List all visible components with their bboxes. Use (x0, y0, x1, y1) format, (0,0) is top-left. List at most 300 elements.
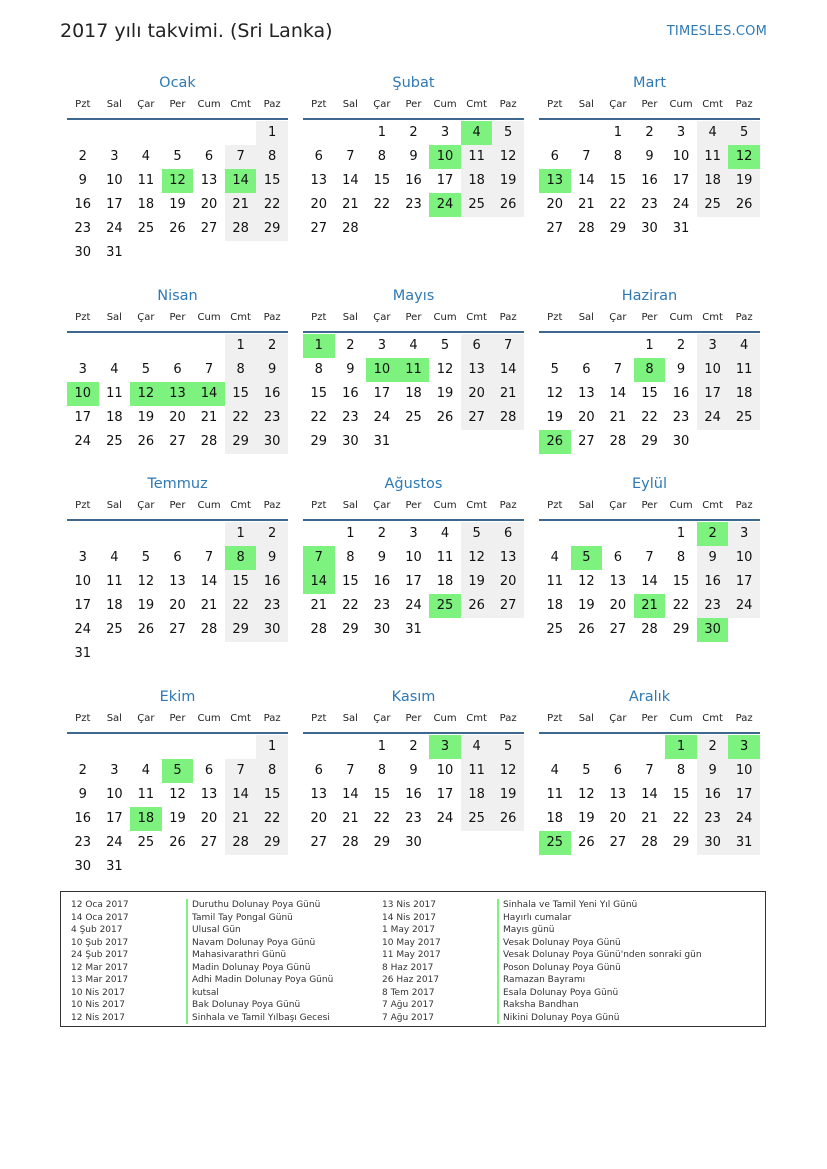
holiday-date: 4 Şub 2017 (71, 925, 123, 935)
holiday-name: Bak Dolunay Poya Günü (186, 999, 300, 1012)
weekday-label: Pzt (75, 312, 91, 323)
day-cell: 26 (461, 594, 493, 618)
weekday-label: Pzt (547, 713, 563, 724)
empty-cell (571, 735, 603, 759)
day-cell: 15 (609, 173, 627, 188)
page-title: 2017 yılı takvimi. (Sri Lanka) (60, 20, 333, 42)
month-3 (539, 72, 760, 241)
day-cell: 3 (697, 334, 729, 358)
day-cell: 5 (492, 735, 524, 759)
day-cell: 1 (613, 125, 623, 140)
day-cell: 30 (256, 430, 288, 454)
day-cell: 30 (672, 434, 690, 449)
weekday-header (303, 708, 524, 734)
day-cell: 13 (200, 787, 218, 802)
day-cell: 18 (461, 169, 493, 193)
holiday-date: 8 Tem 2017 (382, 987, 435, 998)
day-cell: 17 (106, 197, 123, 212)
day-cell: 17 (436, 173, 454, 188)
day-cell: 22 (342, 598, 359, 613)
month-name: Temmuz (147, 476, 208, 492)
month-name: Nisan (157, 288, 198, 304)
day-cell: 30 (405, 835, 422, 850)
weekday-label: Cum (669, 713, 693, 724)
day-cell: 4 (409, 338, 418, 353)
empty-cell (571, 522, 603, 546)
weekday-label: Sal (578, 713, 594, 724)
holiday-day-cell: 5 (571, 546, 603, 570)
day-cell: 6 (204, 763, 214, 778)
day-cell: 19 (578, 811, 595, 826)
day-cell: 18 (546, 598, 564, 613)
weekday-label: Cum (197, 99, 221, 110)
day-cell: 9 (377, 550, 387, 565)
day-cell: 7 (582, 149, 591, 164)
month-4 (67, 285, 288, 454)
day-cell: 31 (672, 221, 690, 236)
day-cell: 18 (137, 197, 155, 212)
day-cell: 1 (346, 526, 355, 541)
day-cell: 26 (492, 807, 524, 831)
day-cell: 28 (310, 622, 328, 637)
day-cell: 1 (225, 522, 257, 546)
holiday-day-cell: 2 (697, 522, 729, 546)
month-1 (67, 72, 288, 265)
day-cell: 24 (697, 406, 729, 430)
empty-cell (67, 334, 99, 358)
day-cell: 26 (578, 622, 595, 637)
day-cell: 4 (141, 149, 151, 164)
day-cell: 19 (492, 169, 524, 193)
day-cell: 14 (342, 173, 359, 188)
weekday-label: Paz (735, 500, 753, 511)
weekday-label: Çar (373, 312, 391, 323)
day-cell: 22 (672, 811, 690, 826)
weekday-label: Cum (669, 99, 693, 110)
month-11 (303, 686, 524, 855)
day-cell: 18 (697, 169, 729, 193)
day-cell: 2 (78, 763, 87, 778)
holiday-day-cell: 3 (429, 735, 461, 759)
day-cell: 21 (609, 410, 627, 425)
day-cell: 17 (728, 570, 760, 594)
month-name: Ekim (159, 689, 196, 705)
day-cell: 7 (346, 763, 355, 778)
day-cell: 15 (256, 169, 288, 193)
holiday-entry (382, 974, 702, 987)
day-cell: 21 (200, 598, 218, 613)
day-cell: 16 (697, 570, 729, 594)
weekday-header (67, 94, 288, 120)
day-cell: 23 (697, 594, 729, 618)
day-cell: 8 (256, 145, 288, 169)
month-name: Şubat (392, 75, 435, 91)
holiday-day-cell: 30 (697, 618, 729, 642)
day-cell: 8 (256, 759, 288, 783)
day-cell: 11 (106, 386, 123, 401)
day-cell: 23 (74, 835, 92, 850)
day-cell: 27 (578, 434, 595, 449)
holiday-name: Vesak Dolunay Poya Günü (497, 937, 621, 950)
day-cell: 21 (342, 197, 359, 212)
weekday-label: Paz (263, 500, 281, 511)
weekday-label: Cmt (466, 312, 487, 323)
holiday-name: Mahasivarathri Günü (186, 949, 286, 962)
day-cell: 29 (342, 622, 359, 637)
holiday-day-cell: 18 (130, 807, 162, 831)
day-cell: 28 (200, 622, 218, 637)
day-cell: 19 (436, 386, 454, 401)
day-cell: 5 (550, 362, 559, 377)
day-cell: 16 (74, 811, 92, 826)
day-cell: 23 (405, 197, 422, 212)
holiday-name: Nikini Dolunay Poya Günü (497, 1012, 619, 1025)
day-cell: 14 (342, 787, 359, 802)
day-cell: 27 (546, 221, 564, 236)
day-cell: 20 (310, 811, 328, 826)
weekday-label: Paz (499, 500, 517, 511)
day-cell: 25 (405, 410, 422, 425)
empty-cell (130, 334, 162, 358)
holiday-day-cell: 7 (303, 546, 335, 570)
holiday-name: Poson Dolunay Poya Günü (497, 962, 621, 975)
days-grid (67, 522, 288, 666)
weekday-label: Sal (342, 312, 358, 323)
day-cell: 13 (310, 173, 328, 188)
holiday-entry (382, 912, 702, 925)
month-name: Eylül (632, 476, 667, 492)
day-cell: 19 (137, 598, 155, 613)
day-cell: 24 (728, 594, 760, 618)
weekday-label: Paz (499, 99, 517, 110)
day-cell: 10 (74, 574, 92, 589)
day-cell: 8 (314, 362, 323, 377)
holiday-date: 7 Ağu 2017 (382, 1012, 434, 1023)
holiday-date: 12 Nis 2017 (71, 1012, 125, 1023)
day-cell: 21 (310, 598, 328, 613)
weekday-label: Per (405, 312, 422, 323)
days-grid (539, 121, 760, 241)
weekday-label: Sal (106, 500, 122, 511)
day-cell: 21 (342, 811, 359, 826)
day-cell: 26 (728, 193, 760, 217)
day-cell: 14 (609, 386, 627, 401)
month-name: Kasım (391, 689, 436, 705)
day-cell: 16 (405, 173, 422, 188)
day-cell: 14 (641, 574, 658, 589)
day-cell: 20 (200, 811, 218, 826)
holiday-day-cell: 25 (539, 831, 571, 855)
empty-cell (162, 522, 194, 546)
holiday-day-cell: 1 (303, 334, 335, 358)
empty-cell (602, 522, 634, 546)
day-cell: 21 (225, 193, 257, 217)
day-cell: 29 (672, 622, 690, 637)
day-cell: 13 (200, 173, 218, 188)
holiday-day-cell: 11 (398, 358, 430, 382)
weekday-label: Pzt (311, 500, 327, 511)
day-cell: 29 (672, 835, 690, 850)
holiday-entry (71, 912, 333, 925)
weekday-label: Per (169, 312, 186, 323)
day-cell: 2 (78, 149, 87, 164)
month-name: Aralık (628, 689, 671, 705)
holiday-date: 12 Mar 2017 (71, 962, 129, 973)
day-cell: 4 (550, 550, 559, 565)
day-cell: 11 (137, 787, 155, 802)
day-cell: 11 (461, 145, 493, 169)
weekday-label: Pzt (75, 713, 91, 724)
day-cell: 15 (310, 386, 328, 401)
day-cell: 16 (373, 574, 391, 589)
month-name: Ağustos (384, 476, 443, 492)
weekday-label: Cum (197, 312, 221, 323)
holiday-entry (71, 962, 333, 975)
empty-cell (162, 121, 194, 145)
day-cell: 28 (225, 217, 257, 241)
day-cell: 14 (225, 783, 257, 807)
weekday-label: Cmt (702, 500, 723, 511)
day-cell: 1 (645, 338, 654, 353)
day-cell: 18 (546, 811, 564, 826)
day-cell: 9 (697, 759, 729, 783)
holiday-name: Ramazan Bayramı (497, 974, 585, 987)
day-cell: 21 (200, 410, 218, 425)
weekday-label: Cmt (702, 312, 723, 323)
day-cell: 24 (106, 835, 123, 850)
day-cell: 27 (200, 221, 218, 236)
weekday-label: Çar (137, 500, 155, 511)
day-cell: 9 (697, 546, 729, 570)
weekday-header (67, 708, 288, 734)
empty-cell (335, 735, 367, 759)
day-cell: 22 (373, 197, 391, 212)
weekday-label: Pzt (311, 713, 327, 724)
weekday-label: Paz (735, 99, 753, 110)
day-cell: 2 (409, 125, 418, 140)
day-cell: 12 (492, 145, 524, 169)
holiday-date: 1 May 2017 (382, 925, 435, 935)
day-cell: 25 (697, 193, 729, 217)
day-cell: 1 (256, 121, 288, 145)
day-cell: 15 (672, 787, 690, 802)
empty-cell (130, 735, 162, 759)
day-cell: 20 (492, 570, 524, 594)
day-cell: 15 (225, 570, 257, 594)
weekday-label: Per (405, 99, 422, 110)
empty-cell (602, 334, 634, 358)
day-cell: 3 (409, 526, 418, 541)
day-cell: 8 (377, 149, 387, 164)
day-cell: 2 (645, 125, 654, 140)
day-cell: 5 (173, 149, 182, 164)
day-cell: 26 (169, 835, 186, 850)
day-cell: 19 (546, 410, 564, 425)
day-cell: 12 (578, 787, 595, 802)
weekday-header (539, 307, 760, 333)
day-cell: 6 (173, 362, 182, 377)
day-cell: 2 (256, 522, 288, 546)
holiday-name: Raksha Bandhan (497, 999, 579, 1012)
day-cell: 24 (405, 598, 422, 613)
holiday-date: 11 May 2017 (382, 950, 441, 960)
days-grid (539, 735, 760, 855)
day-cell: 12 (169, 787, 186, 802)
day-cell: 7 (346, 149, 355, 164)
day-cell: 3 (78, 550, 87, 565)
empty-cell (130, 522, 162, 546)
day-cell: 27 (461, 406, 493, 430)
empty-cell (539, 121, 571, 145)
day-cell: 7 (492, 334, 524, 358)
day-cell: 20 (609, 598, 627, 613)
weekday-label: Sal (106, 99, 122, 110)
day-cell: 28 (342, 221, 359, 236)
month-10 (67, 686, 288, 879)
day-cell: 5 (440, 338, 450, 353)
empty-cell (539, 522, 571, 546)
holiday-day-cell: 10 (429, 145, 461, 169)
holiday-day-cell: 1 (665, 735, 697, 759)
weekday-header (303, 495, 524, 521)
day-cell: 30 (74, 859, 92, 874)
holiday-day-cell: 14 (303, 570, 335, 594)
empty-cell (602, 735, 634, 759)
weekday-label: Cum (433, 500, 457, 511)
day-cell: 18 (436, 574, 454, 589)
holiday-day-cell: 12 (728, 145, 760, 169)
empty-cell (539, 334, 571, 358)
holiday-day-cell: 12 (162, 169, 194, 193)
day-cell: 8 (676, 550, 686, 565)
weekday-label: Pzt (547, 99, 563, 110)
day-cell: 6 (492, 522, 524, 546)
day-cell: 11 (106, 574, 123, 589)
day-cell: 25 (106, 434, 123, 449)
day-cell: 2 (377, 526, 387, 541)
weekday-label: Cmt (230, 500, 251, 511)
site-link[interactable]: TIMESLES.COM (666, 24, 767, 39)
day-cell: 7 (225, 759, 257, 783)
holiday-date: 13 Mar 2017 (71, 975, 129, 985)
empty-cell (67, 735, 99, 759)
holiday-name: Duruthu Dolunay Poya Günü (186, 899, 320, 912)
empty-cell (99, 334, 131, 358)
day-cell: 10 (728, 546, 760, 570)
weekday-label: Sal (342, 713, 358, 724)
day-cell: 31 (728, 831, 760, 855)
holiday-date: 10 Şub 2017 (71, 937, 129, 948)
day-cell: 25 (137, 221, 155, 236)
holiday-day-cell: 26 (539, 430, 571, 454)
day-cell: 9 (256, 546, 288, 570)
empty-cell (303, 121, 335, 145)
day-cell: 22 (641, 410, 658, 425)
day-cell: 29 (225, 618, 257, 642)
empty-cell (67, 522, 99, 546)
day-cell: 11 (728, 358, 760, 382)
day-cell: 6 (550, 149, 559, 164)
day-cell: 13 (310, 787, 328, 802)
weekday-label: Sal (578, 99, 594, 110)
day-cell: 27 (609, 835, 627, 850)
weekday-label: Paz (263, 99, 281, 110)
weekday-header (539, 708, 760, 734)
holiday-name: Navam Dolunay Poya Günü (186, 937, 315, 950)
holiday-name: Ulusal Gün (186, 924, 241, 937)
day-cell: 26 (436, 410, 454, 425)
day-cell: 22 (373, 811, 391, 826)
weekday-label: Paz (263, 713, 281, 724)
day-cell: 2 (697, 735, 729, 759)
day-cell: 25 (106, 622, 123, 637)
day-cell: 26 (492, 193, 524, 217)
holiday-entry (382, 924, 702, 937)
weekday-label: Çar (609, 713, 627, 724)
day-cell: 19 (137, 410, 155, 425)
day-cell: 10 (697, 358, 729, 382)
day-cell: 5 (492, 121, 524, 145)
day-cell: 22 (609, 197, 627, 212)
weekday-label: Cmt (230, 713, 251, 724)
weekday-label: Per (641, 500, 658, 511)
day-cell: 13 (169, 574, 186, 589)
day-cell: 9 (346, 362, 355, 377)
holiday-date: 26 Haz 2017 (382, 975, 440, 985)
day-cell: 27 (310, 835, 328, 850)
holiday-name: kutsal (186, 987, 219, 1000)
day-cell: 28 (342, 835, 359, 850)
weekday-label: Cum (669, 500, 693, 511)
day-cell: 23 (373, 598, 391, 613)
weekday-label: Sal (342, 500, 358, 511)
day-cell: 16 (641, 173, 658, 188)
empty-cell (193, 334, 225, 358)
day-cell: 24 (373, 410, 391, 425)
day-cell: 17 (74, 598, 92, 613)
day-cell: 21 (492, 382, 524, 406)
holiday-entry (71, 974, 333, 987)
days-grid (67, 334, 288, 454)
weekday-label: Cmt (702, 99, 723, 110)
day-cell: 20 (310, 197, 328, 212)
day-cell: 24 (672, 197, 690, 212)
day-cell: 18 (461, 783, 493, 807)
holiday-entry (382, 962, 702, 975)
day-cell: 6 (173, 550, 182, 565)
holiday-name: Esala Dolunay Poya Günü (497, 987, 618, 1000)
day-cell: 27 (609, 622, 627, 637)
empty-cell (162, 735, 194, 759)
holiday-name: Hayırlı cumalar (497, 912, 571, 925)
day-cell: 13 (461, 358, 493, 382)
day-cell: 2 (409, 739, 418, 754)
day-cell: 3 (377, 338, 387, 353)
weekday-label: Cum (669, 312, 693, 323)
day-cell: 24 (728, 807, 760, 831)
day-cell: 31 (373, 434, 391, 449)
weekday-label: Pzt (75, 99, 91, 110)
weekday-header (539, 94, 760, 120)
day-cell: 6 (613, 763, 623, 778)
day-cell: 10 (436, 763, 454, 778)
holiday-date: 10 Nis 2017 (71, 1000, 125, 1010)
weekday-label: Pzt (547, 500, 563, 511)
day-cell: 12 (492, 759, 524, 783)
holiday-entry (71, 1012, 333, 1025)
day-cell: 2 (346, 338, 355, 353)
day-cell: 19 (728, 169, 760, 193)
